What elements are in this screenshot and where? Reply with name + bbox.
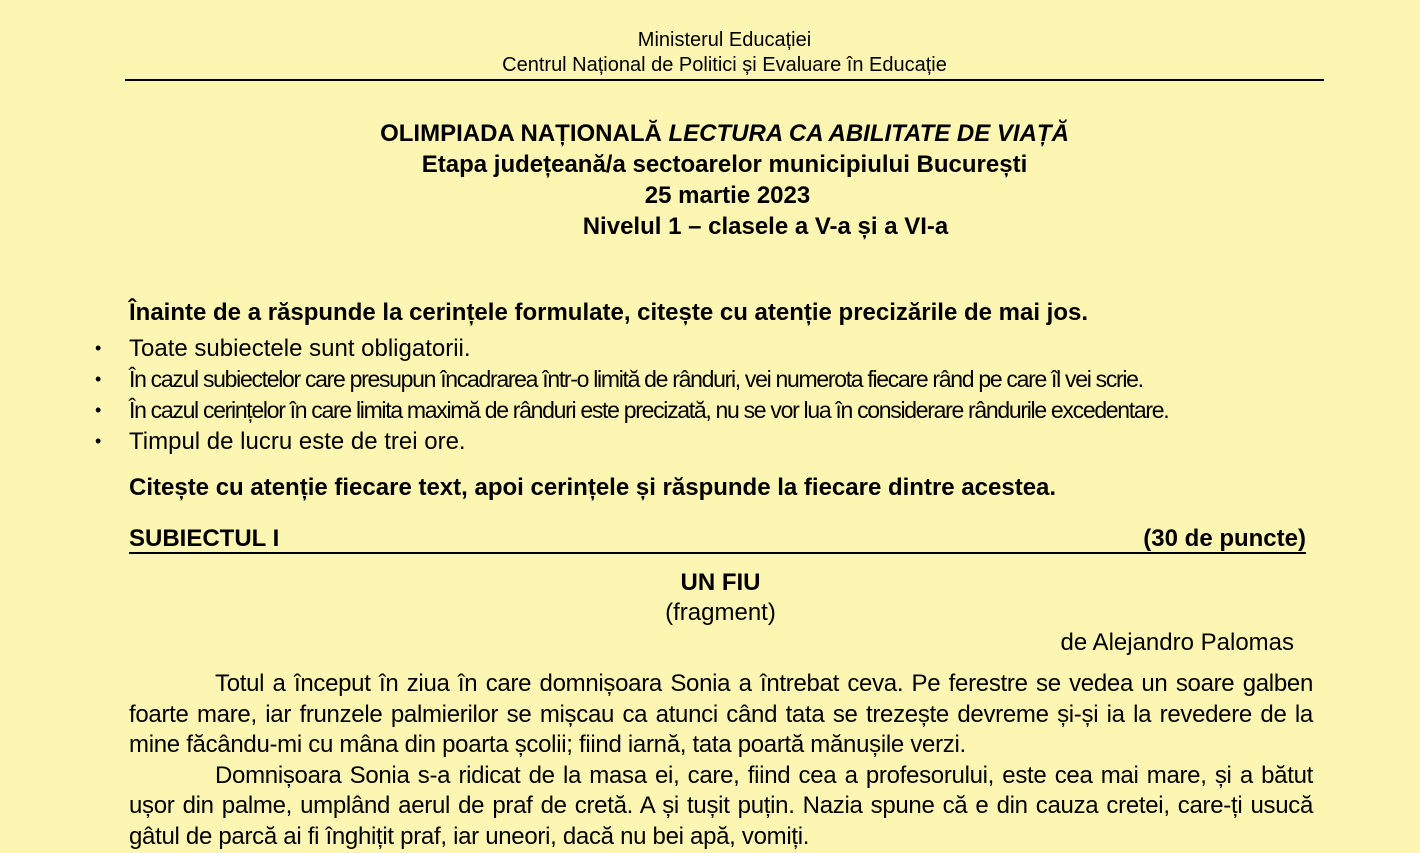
exam-title-block — [125, 118, 1324, 242]
text-subtitle: (fragment) — [665, 599, 776, 626]
header-divider — [125, 79, 1324, 81]
rule-text: În cazul cerințelor în care limita maximă de rânduri este precizată, nu se vor lua în considerare rândurile excedentare. — [129, 397, 1169, 423]
exam-title-prefix: OLIMPIADA NAȚIONALĂ — [380, 120, 669, 147]
list-item — [95, 364, 1168, 395]
rule-text: Toate subiectele sunt obligatorii. — [129, 335, 471, 362]
rule-text: Timpul de lucru este de trei ore. — [129, 428, 466, 455]
text-author: de Alejandro Palomas — [1060, 629, 1294, 656]
text-title: UN FIU — [680, 569, 761, 596]
exam-stage: Etapa județeană/a sectoarelor municipiului București — [421, 151, 1028, 178]
document-header — [125, 28, 1324, 78]
text-title-block — [125, 568, 1316, 628]
instructions-heading: Înainte de a răspunde la cerințele formulate, citește cu atenție precizările de mai jos. — [129, 299, 1089, 326]
paragraph: Totul a început în ziua în care domnișoara Sonia a întrebat ceva. Pe ferestre se vedea un soare galben foarte mare, iar frunzele palmierilor se mișcau ca atunci când tata se trezește devreme și-și ia la revedere de la mine făcându-mi cu mâna din poarta școlii; fiind iarnă, tata poartă mănușile verzi. — [129, 670, 1313, 758]
bullet-icon: • — [95, 431, 102, 451]
text-body — [129, 669, 1313, 852]
rules-list — [95, 333, 1168, 457]
bullet-icon: • — [95, 400, 101, 420]
paragraph: Domnișoara Sonia s-a ridicat de la masa ei, care, fiind cea a profesorului, este cea mai mare, și a bătut ușor din palme, umplând aerul de praf de cretă. A și tușit puțin. Nazia spune că e din cauza cretei, care-ți usucă gâtul de parcă ai fi înghițit praf, iar uneori, dacă nu bei apă, vomiți. — [129, 761, 1313, 850]
exam-level: Nivelul 1 – clasele a V-a și a VI-a — [582, 213, 949, 240]
subject-label: SUBIECTUL I — [129, 525, 280, 552]
list-item — [95, 395, 1168, 426]
list-item — [95, 426, 1168, 457]
exam-date: 25 martie 2023 — [644, 182, 811, 209]
ministry-name: Ministerul Educației — [637, 29, 812, 51]
exam-title — [125, 118, 1324, 149]
bullet-icon: • — [95, 369, 101, 389]
rule-text: În cazul subiectelor care presupun încadrarea într-o limită de rânduri, vei numerota fiecare rând pe care îl vei scrie. — [129, 366, 1143, 392]
list-item — [95, 333, 1168, 364]
read-instruction: Citește cu atenție fiecare text, apoi cerințele și răspunde la fiecare dintre acestea. — [129, 474, 1057, 501]
subject-header — [129, 524, 1306, 554]
subject-points: (30 de puncte) — [1143, 525, 1306, 552]
center-name: Centrul Național de Politici și Evaluare în Educație — [502, 54, 947, 76]
exam-title-italic: LECTURA CA ABILITATE DE VIAȚĂ — [668, 120, 1069, 147]
bullet-icon: • — [95, 338, 102, 358]
